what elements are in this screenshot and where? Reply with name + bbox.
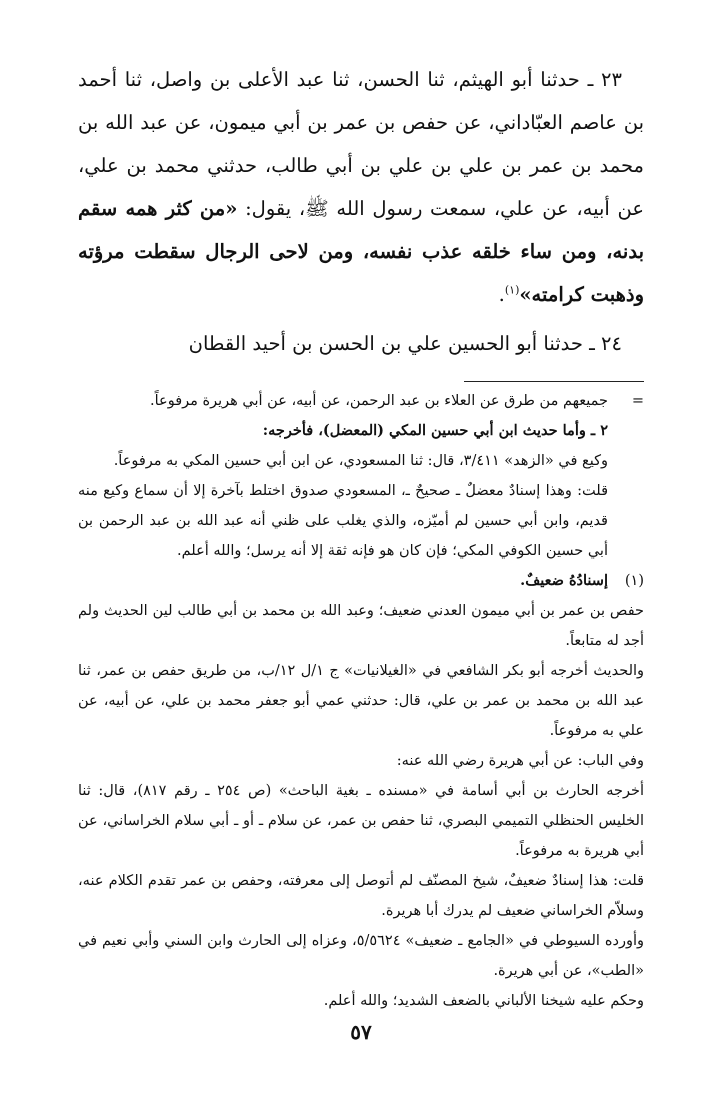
footnote-heading: إسنادُهُ ضعيفٌ. [520,572,608,589]
hadith-23-chain: ٢٣ ـ حدثنا أبو الهيثم، ثنا الحسن، ثنا عبد الأعلى بن واصل، ثنا أحمد بن عاصم العبّاداني، عن حفص بن عمر بن أبي ميمون، عن عبد الله بن محمد بن عمر بن علي بن علي بن أبي طالب، حدثني محمد بن علي، عن أبيه، عن علي، سمعت رسول الله ﷺ، يقول: [78,68,645,220]
footnote-text: قلت: وهذا إسنادٌ معضلٌ ـ صحيحٌ ـ، المسعودي صدوق اختلط بآخرة إلا أن سماع وكيع منه قديم، وابن أبي حسين لم أميّزه، والذي يغلب على ظني أنه عبد الله بن عبد الرحمن بن أبي حسين الكوفي المكي؛ فإن كان هو فإنه ثقة إلا أنه يرسل؛ والله أعلم. [78,483,608,559]
footnote-text: وحكم عليه شيخنا الألباني بالضعف الشديد؛ والله أعلم. [323,993,644,1009]
footnote-text: أخرجه الحارث بن أبي أسامة في «مسنده ـ بغية الباحث» (ص ٢٥٤ ـ رقم ٨١٧)، قال: ثنا الخليس الحنظلي التميمي البصري، ثنا حفص بن عمر، عن سلام ـ أو ـ أبي سلام الخراساني، عن أبي هريرة به مرفوعاً. [78,783,644,859]
hadith-23-matn: «من كثر همه سقم بدنه، ومن ساء خلقه عذب نفسه، ومن لاحى الرجال سقطت مرؤته وذهبت كرامته» [78,197,644,306]
footnote-mark: = [631,393,644,409]
footnote-text: وكيع في «الزهد» ٣/٤١١، قال: ثنا المسعودي، عن ابن أبي حسين المكي به مرفوعاً. [113,453,608,469]
footnote-text: قلت: هذا إسنادٌ ضعيفٌ، شيخ المصنّف لم أتوصل إلى معرفته، وحفص بن عمر تقدم الكلام عنه، وسلاّم الخراساني ضعيف لم يدرك أبا هريرة. [78,873,644,919]
footnote-text: جميعهم من طرق عن العلاء بن عبد الرحمن، عن أبيه، عن أبي هريرة مرفوعاً. [150,393,608,409]
footnote-line [78,926,644,986]
footnote-line [78,656,644,746]
footnote-divider [464,381,644,382]
hadith-23 [78,58,644,316]
footnote-line [78,746,644,776]
footnote-mark: (١) [624,573,644,589]
footnote-text: ٢ ـ وأما حديث ابن أبي حسين المكي (المعضل)، فأخرجه: [262,422,608,439]
main-text [78,58,644,365]
footnote-text: وأورده السيوطي في «الجامع ـ ضعيف» ٥/٥٦٢٤، وعزاه إلى الحارث وابن السني وأبي نعيم في «الطب»، عن أبي هريرة. [78,933,644,979]
footnote-line [78,416,644,446]
hadith-23-end: . [498,283,505,306]
footnote-line [78,596,644,656]
footnote-text: وفي الباب: عن أبي هريرة رضي الله عنه: [396,753,644,769]
footnotes [78,386,644,1016]
footnote-text: والحديث أخرجه أبو بكر الشافعي في «الغيلانيات» ج ١/ل ١٢/ب، من طريق حفص بن عمر، ثنا عبد الله بن محمد بن عمر بن علي، قال: حدثني عمي أبو جعفر محمد بن علي، عن أبيه، عن علي به مرفوعاً. [78,663,645,739]
footnote-1 [78,566,644,596]
page-content [78,58,644,1016]
footnote-text: حفص بن عمر بن أبي ميمون العدني ضعيف؛ وعبد الله بن محمد بن أبي طالب لين الحديث ولم أجد له متابعاً. [78,603,644,649]
footnote-line [78,986,644,1016]
footnote-ref-1: (١) [504,283,520,297]
page-number: ٥٧ [350,1020,372,1044]
footnote-line [78,776,644,866]
footnote-line [78,866,644,926]
footnote-line [78,386,644,416]
footnote-line [78,446,644,476]
footnote-line [78,476,644,566]
hadith-24 [78,322,644,365]
hadith-24-chain: ٢٤ ـ حدثنا أبو الحسين علي بن الحسن بن أحيد القطان [188,332,622,355]
